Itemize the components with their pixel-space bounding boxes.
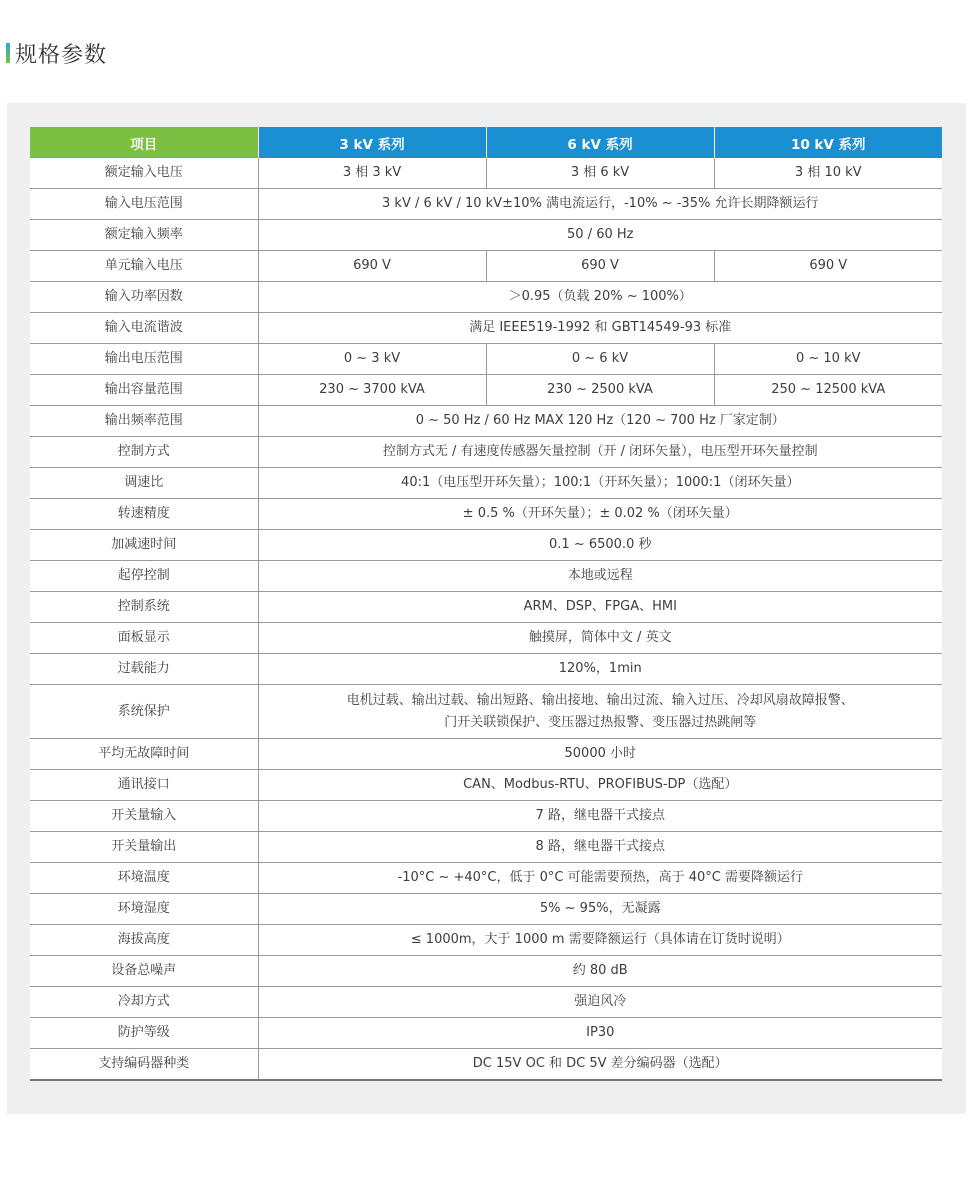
row-value: 0 ~ 10 kV (714, 344, 942, 375)
row-value (258, 282, 942, 313)
row-value-line: ARM、DSP、FPGA、HMI (523, 599, 677, 614)
table-row (30, 189, 942, 220)
table-row (30, 375, 942, 406)
spec-table (30, 127, 942, 1081)
row-value: 230 ~ 3700 kVA (258, 375, 486, 406)
header-10kv: 10 kV 系列 (714, 127, 942, 158)
row-value-line: 8 路，继电器干式接点 (535, 839, 665, 854)
row-label: 通讯接口 (30, 770, 258, 801)
row-label: 面板显示 (30, 623, 258, 654)
row-label: 环境温度 (30, 863, 258, 894)
row-value-line: 触摸屏，简体中文 / 英文 (528, 630, 672, 645)
row-value (258, 987, 942, 1018)
row-label: 过载能力 (30, 654, 258, 685)
row-value (258, 313, 942, 344)
row-value (258, 863, 942, 894)
table-row (30, 654, 942, 685)
row-value: 690 V (258, 251, 486, 282)
row-value-line: ≤ 1000m，大于 1000 m 需要降额运行（具体请在订货时说明） (410, 932, 790, 947)
row-value (258, 1018, 942, 1049)
row-value (258, 832, 942, 863)
row-value-line: 门开关联锁保护、变压器过热报警、变压器过热跳闸等 (444, 714, 757, 730)
row-value-line: 控制方式无 / 有速度传感器矢量控制（开 / 闭环矢量），电压型开环矢量控制 (382, 444, 818, 459)
row-value: 690 V (486, 251, 714, 282)
row-value: 3 相 6 kV (486, 158, 714, 189)
row-value: 3 相 3 kV (258, 158, 486, 189)
row-label: 单元输入电压 (30, 251, 258, 282)
row-value-line: 满足 IEEE519-1992 和 GBT14549-93 标准 (469, 320, 732, 335)
table-row (30, 592, 942, 623)
table-row (30, 313, 942, 344)
row-label: 系统保护 (30, 685, 258, 739)
row-value-line: ＞0.95（负载 20% ~ 100%） (508, 289, 692, 304)
row-label: 平均无故障时间 (30, 739, 258, 770)
row-value (258, 220, 942, 251)
row-label: 设备总噪声 (30, 956, 258, 987)
row-value: 230 ~ 2500 kVA (486, 375, 714, 406)
row-value-line: 本地或远程 (567, 568, 633, 583)
table-row (30, 282, 942, 313)
row-value-line: 电机过载、输出过载、输出短路、输出接地、输出过流、输入过压、冷却风扇故障报警、 (346, 692, 854, 708)
row-label: 额定输入电压 (30, 158, 258, 189)
table-row (30, 987, 942, 1018)
row-value-line: -10°C ~ +40°C，低于 0°C 可能需要预热，高于 40°C 需要降额运行 (397, 870, 803, 885)
row-value-line: 40:1（电压型开环矢量）；100:1（开环矢量）；1000:1（闭环矢量） (401, 475, 800, 490)
row-value (258, 894, 942, 925)
row-value-line: 50000 小时 (564, 746, 636, 761)
table-row (30, 561, 942, 592)
row-label: 额定输入频率 (30, 220, 258, 251)
title-accent-bar (6, 43, 10, 63)
row-label: 输入功率因数 (30, 282, 258, 313)
row-label: 输入电流谐波 (30, 313, 258, 344)
row-value (258, 956, 942, 987)
row-value-line: ± 0.5 %（开环矢量）；± 0.02 %（闭环矢量） (462, 506, 738, 521)
row-label: 控制方式 (30, 437, 258, 468)
row-label: 加减速时间 (30, 530, 258, 561)
row-value (258, 592, 942, 623)
page-title: 规格参数 (15, 42, 108, 68)
table-row (30, 739, 942, 770)
row-label: 输出频率范围 (30, 406, 258, 437)
spec-table-body (30, 158, 942, 1080)
row-value (258, 499, 942, 530)
row-value (258, 685, 942, 739)
table-row (30, 925, 942, 956)
table-row (30, 623, 942, 654)
row-value (258, 623, 942, 654)
table-row (30, 344, 942, 375)
row-value-line: 50 / 60 Hz (567, 227, 634, 242)
table-row (30, 894, 942, 925)
table-row (30, 832, 942, 863)
row-value-line: IP30 (586, 1025, 615, 1040)
row-label: 环境湿度 (30, 894, 258, 925)
row-value-line: CAN、Modbus-RTU、PROFIBUS-DP（选配） (463, 777, 738, 792)
table-row (30, 220, 942, 251)
row-value (258, 801, 942, 832)
row-label: 防护等级 (30, 1018, 258, 1049)
header-6kv: 6 kV 系列 (486, 127, 714, 158)
row-value (258, 1049, 942, 1081)
row-value (258, 739, 942, 770)
spec-panel (7, 103, 966, 1114)
row-value-line: 5% ~ 95%，无凝露 (539, 901, 661, 916)
row-value (258, 189, 942, 220)
row-label: 转速精度 (30, 499, 258, 530)
row-label: 输出容量范围 (30, 375, 258, 406)
header-3kv: 3 kV 系列 (258, 127, 486, 158)
table-row (30, 801, 942, 832)
row-value: 690 V (714, 251, 942, 282)
table-row (30, 1049, 942, 1081)
table-row (30, 158, 942, 189)
row-label: 输入电压范围 (30, 189, 258, 220)
row-label: 控制系统 (30, 592, 258, 623)
row-value (258, 561, 942, 592)
row-value (258, 437, 942, 468)
row-value (258, 654, 942, 685)
table-row (30, 863, 942, 894)
row-label: 起停控制 (30, 561, 258, 592)
row-label: 冷却方式 (30, 987, 258, 1018)
header-item: 项目 (30, 127, 258, 158)
row-value (258, 468, 942, 499)
row-value-line: 0.1 ~ 6500.0 秒 (549, 537, 652, 552)
table-row (30, 468, 942, 499)
table-row (30, 437, 942, 468)
row-value-line: DC 15V OC 和 DC 5V 差分编码器（选配） (472, 1056, 728, 1071)
row-value-line: 约 80 dB (572, 963, 628, 978)
table-row (30, 1018, 942, 1049)
row-value (258, 406, 942, 437)
row-label: 开关量输出 (30, 832, 258, 863)
row-value-line: 强迫风冷 (574, 994, 627, 1009)
table-row (30, 530, 942, 561)
row-label: 开关量输入 (30, 801, 258, 832)
row-value (258, 770, 942, 801)
row-label: 支持编码器种类 (30, 1049, 258, 1081)
row-label: 海拔高度 (30, 925, 258, 956)
row-value: 0 ~ 3 kV (258, 344, 486, 375)
row-value (258, 925, 942, 956)
row-value-line: 120%，1min (558, 661, 642, 676)
row-value: 250 ~ 12500 kVA (714, 375, 942, 406)
row-label: 调速比 (30, 468, 258, 499)
table-row (30, 499, 942, 530)
table-row (30, 770, 942, 801)
row-value-line: 0 ~ 50 Hz / 60 Hz MAX 120 Hz（120 ~ 700 Hz 厂家定制） (415, 413, 785, 428)
row-value: 3 相 10 kV (714, 158, 942, 189)
table-row (30, 251, 942, 282)
table-header-row (30, 127, 942, 158)
table-row (30, 406, 942, 437)
row-value-line: 3 kV / 6 kV / 10 kV±10% 满电流运行，-10% ~ -35% 允许长期降额运行 (382, 196, 819, 211)
row-value: 0 ~ 6 kV (486, 344, 714, 375)
row-label: 输出电压范围 (30, 344, 258, 375)
row-value-line: 7 路，继电器干式接点 (535, 808, 665, 823)
table-row (30, 956, 942, 987)
section-title (6, 38, 107, 68)
table-row (30, 685, 942, 739)
row-value (258, 530, 942, 561)
